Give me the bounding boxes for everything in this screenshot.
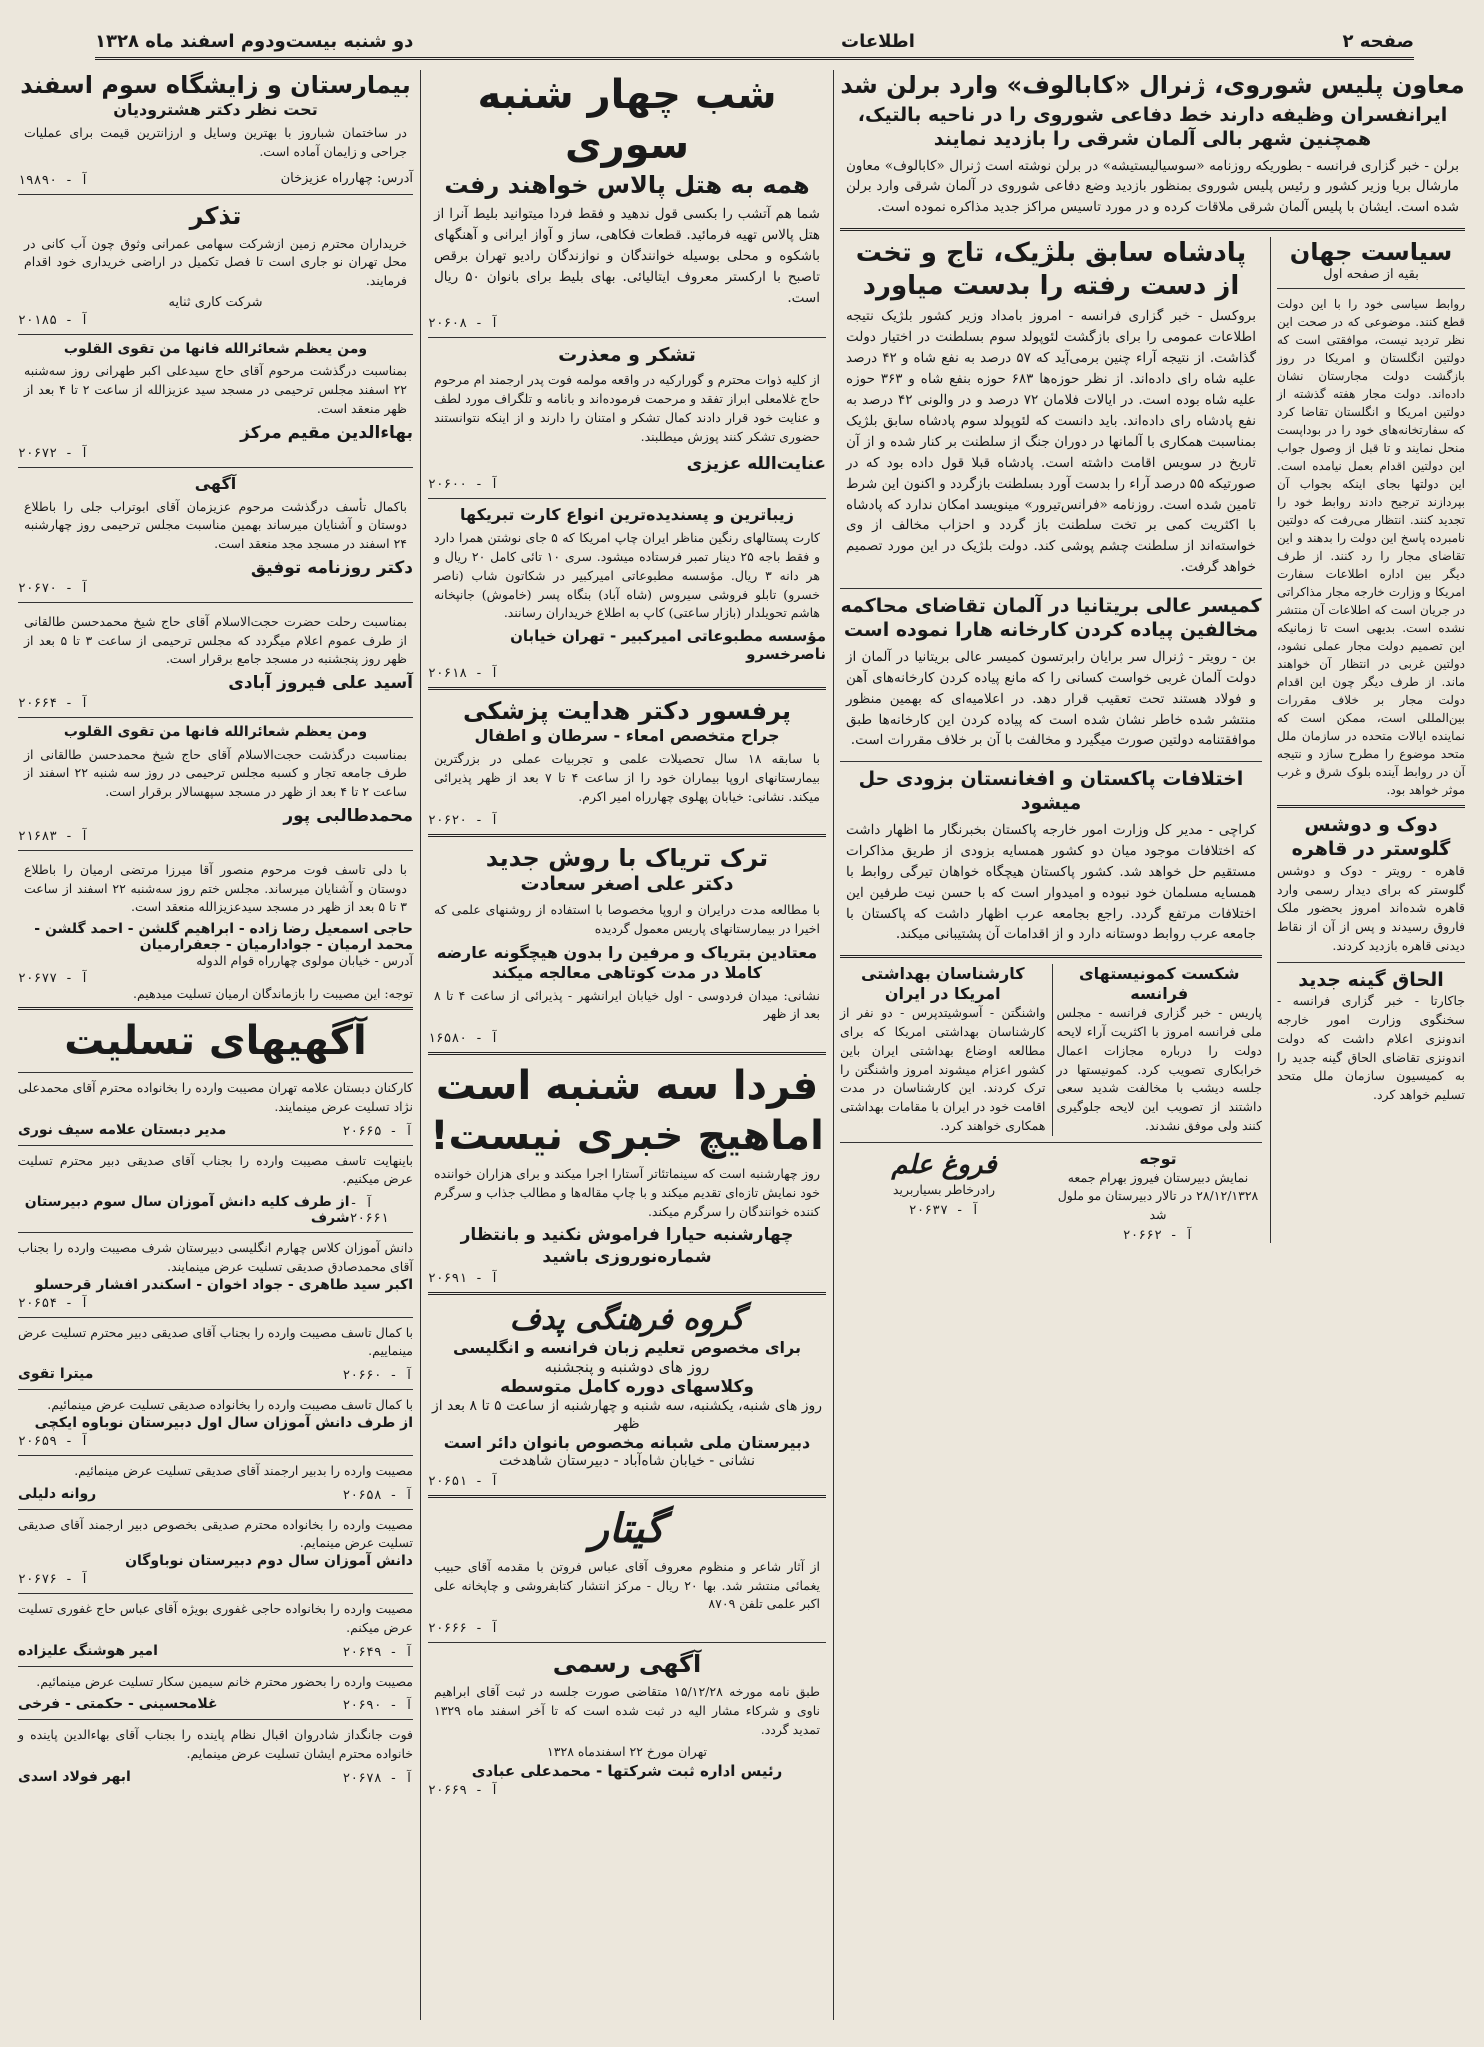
condolence-body: مصیبت وارده را بدبیر ارجمند آقای صدیقی تسلیت عرض مینمائیم.	[74, 1462, 413, 1478]
article-body: بن - رویتر - ژنرال سر برایان رابرتسون کمیسر عالی بریتانیا در آلمان از دولت آلمان غربی خواست کسانی را که مانع پیاده کردن کارخانه‌های آهن و فولاد هستند تحت تعقیب قرار دهد. در اعلامیه‌ای که بهمین منظور منتشر شده خاطر نشان شده است که پیاده کردن این کارخانه‌ها طبق موافقتنامه دولتین صورت میگیرد و مخالفت با آن بر خلاف مقررات است.	[846, 648, 1256, 749]
condolence-body: با کمال تاسف مصیبت وارده را بجناب آقای صدیقی دبیر محترم تسلیت عرض مینماییم.	[18, 1324, 413, 1359]
sidebar-body: روابط سیاسی خود را با این دولت قطع کنند. موضوعی که در صحت این نظر تردید نیست، موافقتی است که دولتین انگلستان و امریکا در روز بازگشت دولت مجارستان نشان داده‌اند. دولت مجار هفته گذشته از دولتین امریکا و انگلستان تقاضا کرد که سفارتخانه‌های خود را در بوداپست منحل نمایند و تا قبل از وصول جواب این دولتین اقدام بعمل نیامده است. این دولتها بجای اینکه بجواب آن بپردازند ترجیح دادند روابط خود را تجدید کنند. انتظار می‌رفت که دولتین نامبرده پاسخ این دولت را بدهند و این تقاضای مجار را رد کنند. از طرف دیگر بین اداره اطلاعات سفارت امریکا و وزارت خارجه مجار مذاکراتی در جریان است که اطلاعات آن منتشر نشده است. بدیهی است تا زمانیکه این تصمیم دولت مجار عملی نشود، دولتین غربی در انتظار آن خواهند ماند. از طرف دیگر چون این اقدام دولت مجار بر خلاف مقررات بین‌المللی است، ممکن است که نماینده ایالات متحده در سازمان ملل متحد موضوع را مطرح سازد و نتیجه آن در روابط آینده بلوک شرق و غرب موثر خواهد بود.	[1277, 297, 1465, 798]
ad-signature: محمدطالبی پور	[283, 805, 413, 826]
masthead	[95, 30, 1414, 60]
ad-code: آ - ۲۰۶۷۷	[18, 971, 89, 986]
ad-code: آ - ۲۰۶۵۸	[342, 1487, 413, 1503]
section-title: آگهیهای تسلیت	[64, 1018, 367, 1064]
ad-title: آگهی	[194, 473, 237, 493]
sidebar-subtitle: بقیه از صفحه اول	[1323, 267, 1419, 283]
ad-code: آ - ۲۰۶۹۱	[428, 1270, 499, 1286]
notice-title: توجه	[1139, 1148, 1177, 1168]
condolence-signature: مدیر دبستان علامه سیف نوری	[18, 1121, 227, 1138]
ad-code: آ - ۲۰۶۵۴	[18, 1295, 89, 1311]
ad-code: آ - ۲۰۶۷۰	[18, 580, 89, 596]
column-ads-left	[18, 70, 413, 1786]
ad-body: کارت پستالهای رنگین مناظر ایران چاپ امریکا که ۵ جای نوشتن همرا دارد و فقط باجه ۲۵ دینار تمبر فرستاده میشود. سری ۱۰ تائی کامل ۲۰ ریال و هر دانه ۳ ریال. مؤسسه مطبوعاتی امیرکبیر در شکاتون شاب (ناصر خسرو) تابلو فروشی سیروس (شاه آباد) بنگاه پسر (خاموش) جانپخانه هاشم تحویلدار (بازار ساعتی) کاپ به اطلاع خریداران رسانند.	[434, 530, 820, 621]
ad-code: آ - ۲۰۶۴۹	[342, 1644, 413, 1660]
ad-code: آ - ۲۰۶۶۶	[428, 1621, 499, 1637]
ad-code: آ - ۲۰۱۸۵	[18, 312, 89, 328]
ad-code: آ - ۲۰۶۱۸	[428, 666, 499, 682]
ad-subtitle: تحت نظر دکتر هشترودیان	[113, 100, 318, 119]
ad-signature: بهاءالدین مقیم مرکز	[240, 422, 413, 443]
condolence-signature: دانش آموزان سال دوم دبیرستان نوباوگان	[125, 1553, 413, 1569]
ad-code: آ - ۲۰۶۰۸	[428, 315, 499, 331]
sidebar-world-politics	[1270, 237, 1465, 1243]
ad-line: دبیرستان ملی شبانه مخصوص بانوان دائر است	[443, 1433, 811, 1453]
headline: معاون پلیس شوروی، ژنرال «کابالوف» وارد برلن شد	[840, 71, 1465, 99]
headline: اماهیچ خبری نیست!	[430, 1113, 824, 1160]
ad-body: باکمال تأسف درگذشت مرحوم عزیزمان آقای ابوتراب جلی را باطلاع دوستان و آشنایان میرساند بهمین مناسبت مجلس ترحیمی روز چهارشنبه ۲۴ اسفند در مسجد مجد منعقد است.	[24, 498, 407, 551]
ad-body: نشانی: میدان فردوسی - اول خیابان ایرانشهر - پذیرائی از ساعت ۴ تا ۸ بعد از ظهر	[434, 987, 821, 1022]
ad-code: آ - ۲۰۶۶۹	[428, 1783, 499, 1799]
subheadline: ایرانفسران وظیفه دارند خط دفاعی شوروی را در ناحیه بالتیک، همچنین شهر بالی آلمان شرقی را بازدید نمایند	[857, 104, 1448, 150]
ad-date: تهران مورخ ۲۲ اسفندماه ۱۳۲۸	[547, 1744, 707, 1760]
ad-title: پرفسور دکتر هدایت پزشکی	[463, 697, 791, 726]
ad-address: آدرس - خیابان مولوی چهارراه قوام الدوله	[196, 953, 413, 968]
ad-note: توجه: این مصیبت را بازماندگان ارمیان تسلیت میدهیم.	[133, 986, 413, 1001]
condolence-signature: از طرف دانش آموزان سال اول دبیرستان نوباوه ایکچی	[34, 1414, 413, 1431]
ad-body: طبق نامه مورخه ۱۵/۱۲/۲۸ متقاضی صورت جلسه در ثبت آقای ابراهیم ناوی و شرکاء مشار الیه در ثبت شده است که تا آخر اسفند ماه ۱۳۲۹ تمدید گردد.	[434, 1684, 821, 1737]
ad-signature: مؤسسه مطبوعاتی امیرکبیر - تهران خیابان ناصرخسرو	[510, 627, 826, 664]
column-divider	[833, 70, 834, 2020]
condolence-body: مصیبت وارده را بخانواده حاجی غفوری بویژه آقای عباس حاج غفوری تسلیت عرض میکنم.	[18, 1601, 413, 1635]
ad-line: روز های شنبه، یکشنبه، سه شنبه و چهارشنبه از ساعت ۵ تا ۸ بعد از ظهر	[431, 1398, 823, 1432]
condolence-signature: اکبر سید طاهری - جواد اخوان - اسکندر افشار قرحسلو	[34, 1276, 413, 1293]
ad-code: آ - ۲۰۶۰۰	[428, 477, 499, 493]
ad-body: رادرخاطر بسیاربرید	[892, 1182, 996, 1198]
article-body: پاریس - خبر گزاری فرانسه - مجلس ملی فرانسه امروز با اکثریت آراء لایحه دولت را درباره مجازات اعمال خرابکاری تصویب کرد. کمونیستها در جلسه دیشب با مخالفت شدید سعی داشتند از تصویب این لایحه جلوگیری کنند ولی موفق نشدند.	[1056, 1005, 1262, 1133]
condolence-body: باینهایت تاسف مصیبت وارده را بجناب آقای صدیقی دبیر محترم تسلیت عرض میکنیم.	[18, 1152, 413, 1187]
paper-name: اطلاعات	[840, 31, 915, 52]
condolence-body: مصیبت وارده را بخانواده محترم صدیقی بخصوص دبیر ارجمند آقای صدیقی تسلیت عرض مینمایم.	[18, 1516, 413, 1551]
ad-title: ومن یعظم شعائرالله فانها من تقوی القلوب	[63, 340, 368, 357]
condolence-signature: از طرف کلیه دانش آموزان سال سوم دبیرستان شرف	[24, 1193, 350, 1226]
ad-title: آگهی رسمی	[552, 1650, 702, 1679]
ad-subtitle: برای مخصوص تعلیم زبان فرانسه و انگلیسی	[453, 1338, 801, 1358]
headline: دوک و دوشس گلوستر در قاهره	[1291, 814, 1451, 861]
ad-code: آ - ۲۰۶۶۴	[18, 696, 89, 711]
ad-signature: رئیس اداره ثبت شرکتها - محمدعلی عبادی	[471, 1762, 783, 1781]
ad-body: از کلیه ذوات محترم و گورارکیه در واقعه مولمه فوت پدر ارجمند ام مرحوم حاج غلامعلی ابراز تفقد و مرحمت فرموده‌اند و بانامه و تلگراف مورد لطف و عنایت خود قرار دادند کمال تشکر و امتنان را دارند و از اینکه نتوانستند حضوری تشکر کنند پوزش میطلبند.	[434, 372, 820, 444]
ad-body: با سابقه ۱۸ سال تحصیلات علمی و تجربیات عملی در بزرگترین بیمارستانهای اروپا بیماران خود را از ساعت ۴ تا ۷ بعد از ظهر پذیرائی میکند. نشانی: خیابان پهلوی چهارراه امیر اکرم.	[434, 751, 820, 804]
ad-code: آ - ۲۰۶۲۰	[428, 813, 499, 829]
article-body: جاکارتا - خبر گزاری فرانسه - سخنگوی وزارت امور خارجه اندونزی اعلام داشت که دولت اندونزی تقاضای الحاق گینه جدید را به کمیسیون سازمان ملل متحد تسلیم خواهد کرد.	[1277, 993, 1465, 1103]
ad-body: از آثار شاعر و منظوم معروف آقای عباس فروتن با مقدمه آقای حبیب یغمائی منتشر شد. بها ۲۰ ریال - مرکز انتشار کتابفروشی و چاپخانه علی اکبر علمی تلفن ۸۷۰۹	[434, 1558, 820, 1612]
ad-line: نشانی - خیابان شاه‌آباد - دبیرستان شاهدخت	[499, 1453, 755, 1470]
ad-title: زیباترین و پسندیده‌ترین انواع کارت تبریکها	[460, 505, 794, 525]
condolence-body: کارکنان دبستان علامه تهران مصیبت وارده را بخانواده محترم آقای محمدعلی نژاد تسلیت عرض مینمایند.	[18, 1080, 413, 1114]
condolence-signature: روانه دلیلی	[18, 1485, 97, 1502]
headline: کارشناسان بهداشتی امریکا در ایران	[860, 964, 1025, 1004]
ad-subtitle: دکتر علی اصغر سعادت	[520, 873, 734, 896]
column-ads-middle	[428, 70, 826, 1798]
headline: اختلافات پاکستان و افغانستان بزودی حل میشود	[858, 768, 1244, 815]
ad-code: آ - ۲۱۶۸۳	[18, 828, 89, 844]
article-body: کراچی - مدیر کل وزارت امور خارجه پاکستان بخبرنگار ما اظهار داشت که اختلافات موجود میان دو کشور همسایه بزودی از طریق مذاکرات مستقیم حل خواهد شد. کشور پاکستان هیچگاه خواهان تیرگی روابط با همسایه مسلمان خود نبوده و امیدوار است که با حسن نیت طرفین این اختلافات مرتفع گردد. راجع بجامعه عرب اظهار داشت که پاکستان با جامعه عرب روابط دوستانه دارد و از اقدامات آن پشتیبانی میکند.	[846, 821, 1256, 943]
ad-code: آ - ۱۶۵۸۰	[428, 1031, 499, 1047]
ad-subtitle: چهارشنبه حیارا فراموش نکنید و بانتظار شماره‌نوروزی باشید	[460, 1225, 794, 1267]
condolence-body: فوت جانگداز شادروان اقبال نظام پاینده را بجناب آقای بهاءالدین پاینده و خانواده محترم ایشان تسلیت عرض مینمایم.	[18, 1727, 413, 1761]
ad-title: فروغ علم	[891, 1149, 997, 1180]
ad-signature: حاجی اسمعیل رضا زاده - ابراهیم گلشن - احمد گلشن - محمد ارمیان - جوادارمیان - جعفرارمیان	[34, 921, 413, 953]
ad-code: آ - ۲۰۶۷۸	[342, 1770, 413, 1786]
ad-body: بمناسبت درگذشت حجت‌الاسلام آقای حاج شیخ محمدحسن طالقانی از طرف جامعه تجار و کسبه مجلس ترحیمی در روز سه شنبه ۲۲ اسفند از ساعت ۲ تا ۴ بعد از ظهر در مسجد سپهسالار برقرار است.	[24, 746, 407, 799]
ad-line: روز های دوشنبه و پنجشنبه	[544, 1358, 710, 1377]
headline: الحاق گینه جدید	[1298, 968, 1444, 991]
page-number: صفحه ۲	[1342, 31, 1414, 52]
headline: فردا سه شنبه است	[435, 1063, 819, 1110]
ad-body: با دلی تاسف فوت مرحوم منصور آقا میرزا مرتضی ارمیان را باطلاع دوستان و آشنایان میرساند. مجلس ختم روز سه‌شنبه ۲۲ اسفند از ساعت ۳ تا ۵ بعد از ظهر در مسجد سیدعزیزالله منعقد است.	[24, 861, 407, 915]
article-body: قاهره - رویتر - دوک و دوشس گلوستر که برای دیدار رسمی وارد قاهره شده‌اند امروز بحضور ملک فاروق رسیدند و پس از آن از نقاط دیدنی قاهره بازدید کردند.	[1277, 862, 1465, 953]
date-line: دو شنبه بیست‌ودوم اسفند ماه ۱۳۲۸	[95, 31, 414, 52]
condolence-signature: امیر هوشنگ علیزاده	[18, 1642, 158, 1659]
headline: شب چهار شنبه سوری	[477, 72, 777, 168]
ad-code: آ - ۱۹۸۹۰	[18, 172, 89, 188]
headline: شکست کمونیستهای فرانسه	[1079, 964, 1240, 1004]
sidebar-title: سیاست جهان	[1289, 238, 1453, 267]
subheadline: همه به هتل پالاس خواهند رفت	[444, 171, 810, 199]
ad-code: آ - ۲۰۶۹۰	[342, 1698, 413, 1714]
ad-code: آ - ۲۰۶۶۲	[1122, 1227, 1194, 1243]
ad-title: گیتار	[589, 1505, 665, 1552]
ad-signature: شرکت کاری ثنایه	[168, 294, 263, 310]
ad-code: آ - ۲۰۶۵۹	[18, 1433, 89, 1449]
headline: کمیسر عالی بریتانیا در آلمان تقاضای محاکمه مخالفین پیاده کردن کارخانه هارا نموده است	[840, 595, 1262, 641]
article-body: بروکسل - خبر گزاری فرانسه - امروز بامداد وزیر کشور بلژیک نتیجه اطلاعات عمومی را برای بازگشت لئوپولد سوم بسلطنت در اختیار دولت گذاشت. از نتیجه آراء چنین برمی‌آید که ۵۷ درصد به نفع شاه و ۴۲ درصد علیه شاه رای داده‌اند. از نظر حوزه‌ها ۶۸۳ حوزه بنفع شاه و ۳۶۳ حوزه علیه شاه بوده است. در ایالات فلامان ۷۲ درصد و در والونی ۴۲ درصد به نفع پادشاه رای داده‌اند. باید دانست که لئوپولد سوم پادشاه سابق بلژیک بمناسبت همکاری با آلمانها در دوران جنگ از سلطنت بر کنار شده و از آن تاریخ در سویس اقامت داشته است. پادشاه قبلا قول داده بود که در صورتیکه ۵۵ درصد آراء را بدست آورد بسلطنت بازگردد و اکنون این شرط تامین شده است. روزنامه «فرانس‌تیرور» مینویسد امکان ندارد که پادشاه با اکثریت کمی بر تخت سلطنت باز گردد و احزاب مخالف از وی خواسته‌اند از سلطنت چشم پوشی کند. دولت بلژیک در این مورد تصمیم خواهد گرفت.	[846, 308, 1257, 576]
article-body: برلن - خبر گزاری فرانسه - بطوریکه روزنامه «سوسیالیستیشه» در برلن نوشته است ژنرال «کابالوف» معاون مارشال بریا وزیر کشور و رئیس پلیس شوروی بمنظور بازدید وضع دفاعی شوروی در آلمان شرقی وارد برلن شده است. ایشان با پلیس آلمان شرقی ملاقات کرده و در مورد تاسیس مراکز جدید مذاکره نموده است.	[846, 157, 1459, 216]
ad-title: تذکر	[189, 201, 242, 230]
ad-code: آ - ۲۰۶۵۱	[428, 1473, 499, 1489]
ad-code: آ - ۲۰۶۳۷	[908, 1202, 980, 1218]
ad-subtitle: معتادین بتریاک و مرفین را بدون هیچگونه عارضه	[436, 942, 818, 962]
ad-body: در ساختمان شباروز با بهترین وسایل و ارزانترین قیمت برای عملیات جراحی و زایمان آماده است.	[24, 125, 407, 159]
condolence-signature: ابهر فولاد اسدی	[18, 1768, 131, 1785]
condolence-body: با کمال تاسف مصیبت وارده را بخانواده صدیقی تسلیت عرض مینمائیم.	[47, 1397, 413, 1412]
ad-code: آ - ۲۰۶۷۶	[18, 1572, 89, 1587]
condolence-signature: غلامحسینی - حکمتی - فرخی	[18, 1696, 218, 1713]
ad-body: با مطالعه مدت درایران و اروپا مخصوصا با استفاده از روشنهای علمی که اخیرا در بیمارستانهای پاریس معمول گردیده	[434, 902, 820, 936]
ad-code: آ - ۲۰۶۷۲	[18, 445, 89, 461]
ad-address: آدرس: چهارراه عزیزخان	[280, 171, 413, 186]
column-news	[840, 70, 1465, 1243]
ad-subtitle: کاملا در مدت کوتاهی معالجه میکند	[491, 962, 763, 982]
ad-body: بمناسبت رحلت حضرت حجت‌الاسلام آقای حاج شیخ محمدحسن طالقانی از طرف عموم اعلام میگردد که مجلس ترحیمی از ساعت ۳ تا ۵ بعد از ظهر روز پنجشنبه در مسجد جامع برقرار است.	[24, 613, 408, 667]
ad-title: ترک تریاک با روش جدید	[485, 844, 769, 873]
ad-signature: دکتر روزنامه توفیق	[250, 557, 413, 578]
headline: پادشاه سابق بلژیک، تاج و تخت از دست رفته را بدست میاورد	[855, 238, 1247, 301]
ad-code: آ - ۲۰۶۶۱	[349, 1196, 389, 1226]
ad-body: بمناسبت درگذشت مرحوم آقای حاج سیدعلی اکبر طهرانی روز سه‌شنبه ۲۲ اسفند مجلس ترحیمی در مسجد سید عزیزالله از ساعت ۲ تا ۴ بعد از ظهر منعقد است.	[24, 363, 408, 416]
ad-signature: آسید علی فیروز آبادی	[228, 673, 413, 693]
ad-body: خریداران محترم زمین ازشرکت سهامی عمرانی وثوق چون آب کانی در محل تهران نو جاری است تا فصل تکمیل در اراضی خریداری خود اقدام فرمایند.	[24, 235, 407, 288]
condolence-signature: میترا تقوی	[18, 1366, 94, 1382]
article-body: واشنگتن - آسوشیتدپرس - دو نفر از کارشناسان بهداشتی امریکا که برای مطالعه اوضاع بهداشتی ایران باین کشور اعزام میشوند امروز واشنگتن را ترک کردند. این کارشناسان در مدت اقامت خود در ایران با مقامات بهداشتی همکاری خواهند کرد.	[840, 1005, 1046, 1133]
ad-subtitle: جراح متخصص امعاء - سرطان و اطفال	[474, 726, 780, 746]
ad-line: وکلاسهای دوره کامل متوسطه	[500, 1377, 754, 1398]
ad-code: آ - ۲۰۶۶۵	[342, 1123, 413, 1139]
ad-title: ومن یعظم شعائرالله فانها من تقوی القلوب	[63, 724, 368, 740]
ad-title: بیمارستان و زایشگاه سوم اسفند	[20, 71, 411, 99]
ad-body: روز چهارشنبه است که سینماتئاتر آستارا اجرا میکند و برای هزاران خواننده خود نمایش تازه‌ای تقدیم میکند و با چاپ مقاله‌ها و مطالب جذاب و سرگرم کننده خوانندگان را سرگرم میکند.	[434, 1166, 820, 1219]
ad-title: تشکر و معذرت	[558, 343, 696, 366]
ad-code: آ - ۲۰۶۶۰	[342, 1368, 413, 1383]
ad-title: گروه فرهنگی پدف	[509, 1301, 745, 1337]
ad-signature: عنایت‌الله عزیزی	[686, 454, 826, 475]
condolence-body: مصیبت وارده را بحضور محترم خانم سیمین سکار تسلیت عرض مینمائیم.	[36, 1673, 413, 1689]
notice-body: نمایش دبیرستان فیروز بهرام جمعه ۲۸/۱۲/۱۳۲۸ در تالار دبیرستان مو ملول شد	[1057, 1169, 1259, 1223]
ad-body: شما هم آتشب را بکسی قول ندهید و فقط فردا میتوانید بلیط آنرا از هتل پالاس تهیه فرمائید. قطعات فکاهی، ساز و آواز ایرانی و آهنگهای باشکوه و محلی بوسیله خوانندگان و نوازندگان رادیو تهران برقص تاصبح با ارکستر معروف ایتالیائی. بهای بلیط برای بانوان ۵۰ ریال است.	[434, 206, 820, 306]
column-divider	[420, 70, 421, 2020]
condolence-body: دانش آموزان کلاس چهارم انگلیسی دبیرستان شرف مصیبت وارده را بجناب آقای محمدصادق صدیقی تسلیت عرض مینمایند.	[18, 1240, 413, 1274]
